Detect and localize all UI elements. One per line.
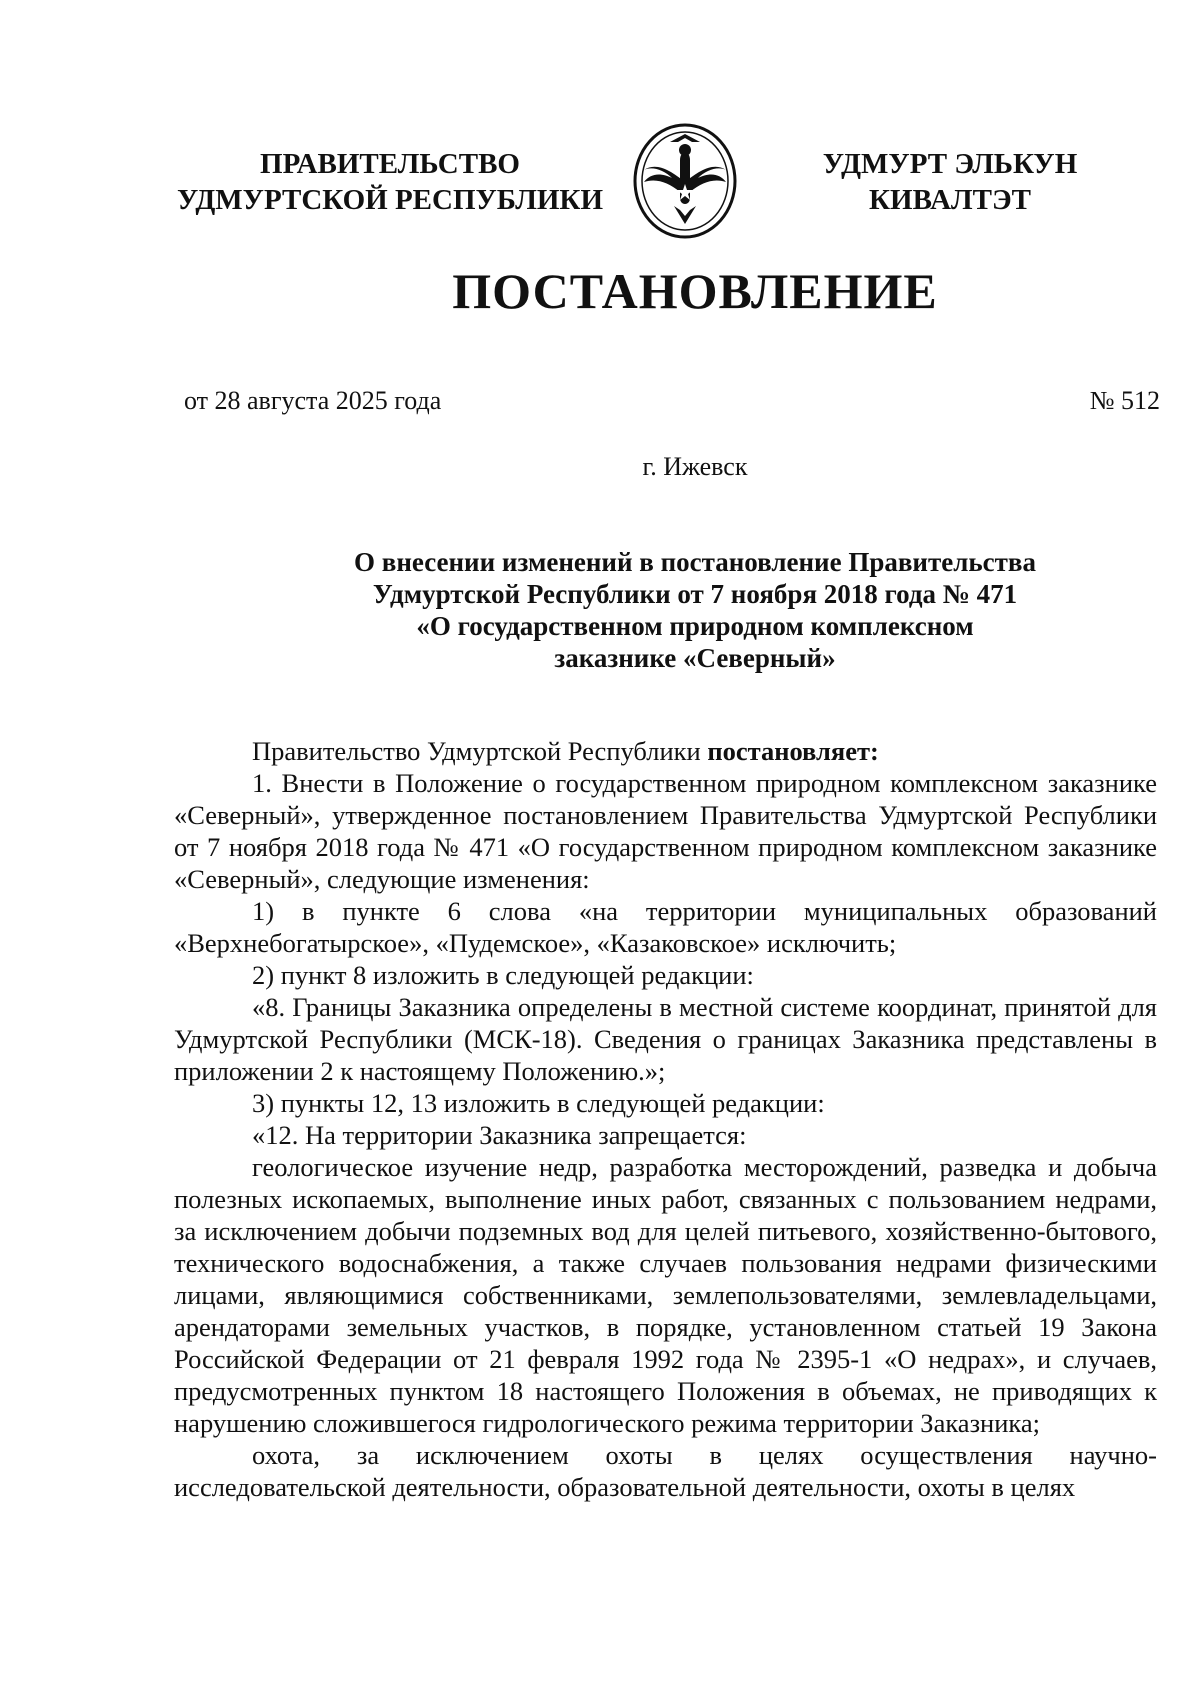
title-line-2: Удмуртской Республики от 7 ноября 2018 года № 471 [372,579,1018,609]
paragraph-2: 1) в пункте 6 слова «на территории муниципальных образований «Верхнебогатырское», «Пудемское», «Казаковское» исключить; [174,896,1157,958]
paragraph-4: «8. Границы Заказника определены в местной системе координат, принятой для Удмуртской Республики (МСК-18). Сведения о границах Заказника представлены в приложении 2 к настоящему Положению.»; [174,992,1157,1086]
preamble-text: Правительство Удмуртской Республики [252,736,708,766]
document-body [174,735,1157,1503]
paragraph-6: «12. На территории Заказника запрещается: [252,1120,747,1150]
title-line-4: заказнике «Северный» [554,643,836,673]
paragraph-5: 3) пункты 12, 13 изложить в следующей редакции: [252,1088,825,1118]
paragraph-7: геологическое изучение недр, разработка месторождений, разведка и добыча полезных ископаемых, выполнение иных работ, связанных с пользованием недрами, за исключением добычи подземных вод для целей питьевого, хозяйственно-бытового, технического водоснабжения, а также случаев пользования недрами физическими лицами, являющимися собственниками, землепользователями, землевладельцами, арендаторами земельных участков, в порядке, установленном статьей 19 Закона Российской Федерации от 21 февраля 1992 года № 2395-1 «О недрах», и случаев, предусмотренных пунктом 18 настоящего Положения в объемах, не приводящих к нарушению сложившегося гидрологического режима территории Заказника; [174,1152,1157,1438]
coat-of-arms-icon [630,120,740,242]
document-type: ПОСТАНОВЛЕНИЕ [452,263,938,319]
document-date: от 28 августа 2025 года [184,386,442,415]
preamble [174,735,1157,767]
header-right-line-2: КИВАЛТЭТ [868,184,1031,216]
paragraph-8: охота, за исключением охоты в целях осуществления научно-исследовательской деятельности, образовательной деятельности, охоты в целях [174,1440,1157,1502]
paragraph-1: 1. Внести в Положение о государственном природном комплексном заказнике «Северный», утвержденное постановлением Правительства Удмуртской Республики от 7 ноября 2018 года № 471 «О государственном природном комплексном заказнике «Северный», следующие изменения: [174,768,1157,894]
document-city: г. Ижевск [642,452,748,481]
header-left-line-1: ПРАВИТЕЛЬСТВО [260,148,520,180]
title-line-1: О внесении изменений в постановление Правительства [354,547,1036,577]
header-left-line-2: УДМУРТСКОЙ РЕСПУБЛИКИ [176,184,604,216]
header-right [800,146,1100,218]
preamble-bold: постановляет: [707,736,879,766]
document-number: № 512 [1089,386,1160,415]
header-left [160,146,620,218]
title-line-3: «О государственном природном комплексном [416,611,974,641]
document-title [280,546,1110,674]
header-right-line-1: УДМУРТ ЭЛЬКУН [822,148,1078,180]
paragraph-3: 2) пункт 8 изложить в следующей редакции: [252,960,754,990]
